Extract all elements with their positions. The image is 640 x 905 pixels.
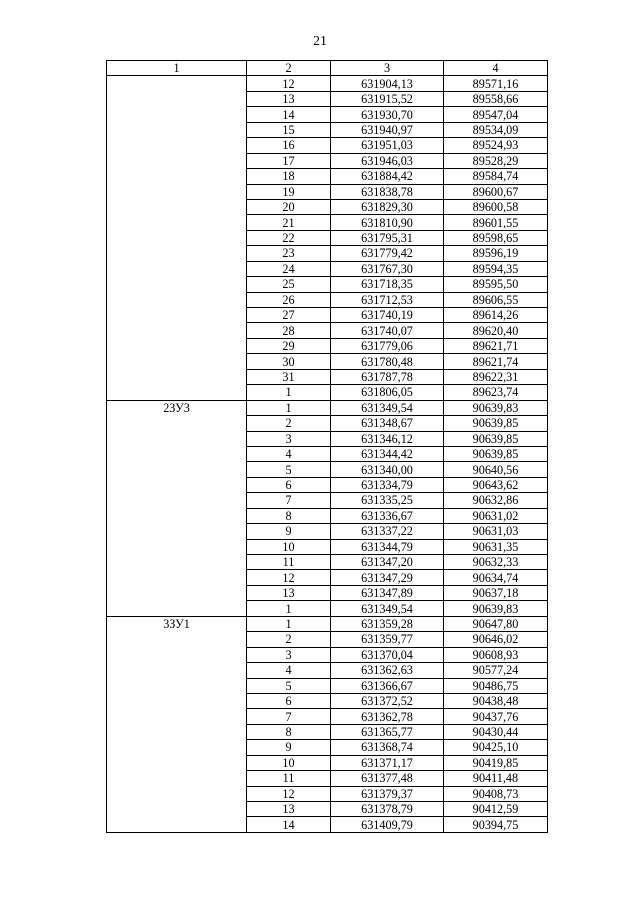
x-coordinate-cell: 631930,70 bbox=[331, 107, 444, 122]
y-coordinate-cell: 89528,29 bbox=[444, 153, 548, 168]
x-coordinate-cell: 631335,25 bbox=[331, 493, 444, 508]
x-coordinate-cell: 631409,79 bbox=[331, 817, 444, 832]
y-coordinate-cell: 90634,74 bbox=[444, 570, 548, 585]
x-coordinate-cell: 631340,00 bbox=[331, 462, 444, 477]
y-coordinate-cell: 89600,58 bbox=[444, 199, 548, 214]
x-coordinate-cell: 631349,54 bbox=[331, 400, 444, 415]
point-number-cell: 31 bbox=[247, 369, 331, 384]
y-coordinate-cell: 89524,93 bbox=[444, 138, 548, 153]
x-coordinate-cell: 631795,31 bbox=[331, 230, 444, 245]
point-number-cell: 21 bbox=[247, 215, 331, 230]
y-coordinate-cell: 89621,74 bbox=[444, 354, 548, 369]
point-number-cell: 13 bbox=[247, 91, 331, 106]
coordinates-table bbox=[106, 60, 548, 833]
x-coordinate-cell: 631740,07 bbox=[331, 323, 444, 338]
group-label-cell bbox=[107, 400, 247, 616]
x-coordinate-cell: 631344,79 bbox=[331, 539, 444, 554]
x-coordinate-cell: 631884,42 bbox=[331, 169, 444, 184]
point-number-cell: 27 bbox=[247, 308, 331, 323]
y-coordinate-cell: 90412,59 bbox=[444, 802, 548, 817]
y-coordinate-cell: 90419,85 bbox=[444, 755, 548, 770]
y-coordinate-cell: 89595,50 bbox=[444, 277, 548, 292]
point-number-cell: 4 bbox=[247, 663, 331, 678]
group-label-cell bbox=[107, 76, 247, 400]
y-coordinate-cell: 89621,71 bbox=[444, 338, 548, 353]
point-number-cell: 28 bbox=[247, 323, 331, 338]
point-number-cell: 11 bbox=[247, 771, 331, 786]
x-coordinate-cell: 631779,42 bbox=[331, 246, 444, 261]
point-number-cell: 22 bbox=[247, 230, 331, 245]
point-number-cell: 11 bbox=[247, 555, 331, 570]
x-coordinate-cell: 631359,77 bbox=[331, 632, 444, 647]
point-number-cell: 7 bbox=[247, 709, 331, 724]
point-number-cell: 8 bbox=[247, 724, 331, 739]
point-number-cell: 1 bbox=[247, 616, 331, 631]
y-coordinate-cell: 90640,56 bbox=[444, 462, 548, 477]
table-body bbox=[107, 76, 548, 832]
y-coordinate-cell: 90639,83 bbox=[444, 400, 548, 415]
table-row bbox=[107, 76, 548, 91]
x-coordinate-cell: 631810,90 bbox=[331, 215, 444, 230]
y-coordinate-cell: 89622,31 bbox=[444, 369, 548, 384]
header-col-3: 3 bbox=[331, 61, 444, 76]
point-number-cell: 10 bbox=[247, 539, 331, 554]
x-coordinate-cell: 631915,52 bbox=[331, 91, 444, 106]
point-number-cell: 5 bbox=[247, 462, 331, 477]
group-label-cell bbox=[107, 616, 247, 832]
y-coordinate-cell: 89601,55 bbox=[444, 215, 548, 230]
x-coordinate-cell: 631946,03 bbox=[331, 153, 444, 168]
point-number-cell: 24 bbox=[247, 261, 331, 276]
group-label: 3ЗУ1 bbox=[163, 616, 190, 631]
y-coordinate-cell: 90408,73 bbox=[444, 786, 548, 801]
x-coordinate-cell: 631366,67 bbox=[331, 678, 444, 693]
x-coordinate-cell: 631344,42 bbox=[331, 446, 444, 461]
y-coordinate-cell: 90647,80 bbox=[444, 616, 548, 631]
y-coordinate-cell: 90639,83 bbox=[444, 601, 548, 616]
x-coordinate-cell: 631362,63 bbox=[331, 663, 444, 678]
x-coordinate-cell: 631359,28 bbox=[331, 616, 444, 631]
x-coordinate-cell: 631365,77 bbox=[331, 724, 444, 739]
point-number-cell: 23 bbox=[247, 246, 331, 261]
y-coordinate-cell: 90639,85 bbox=[444, 416, 548, 431]
x-coordinate-cell: 631767,30 bbox=[331, 261, 444, 276]
y-coordinate-cell: 89571,16 bbox=[444, 76, 548, 91]
y-coordinate-cell: 90577,24 bbox=[444, 663, 548, 678]
y-coordinate-cell: 90646,02 bbox=[444, 632, 548, 647]
point-number-cell: 1 bbox=[247, 400, 331, 415]
x-coordinate-cell: 631718,35 bbox=[331, 277, 444, 292]
point-number-cell: 12 bbox=[247, 76, 331, 91]
y-coordinate-cell: 90437,76 bbox=[444, 709, 548, 724]
x-coordinate-cell: 631951,03 bbox=[331, 138, 444, 153]
point-number-cell: 30 bbox=[247, 354, 331, 369]
point-number-cell: 12 bbox=[247, 570, 331, 585]
point-number-cell: 2 bbox=[247, 632, 331, 647]
table-row bbox=[107, 616, 548, 631]
x-coordinate-cell: 631779,06 bbox=[331, 338, 444, 353]
header-row bbox=[107, 61, 548, 76]
point-number-cell: 14 bbox=[247, 817, 331, 832]
y-coordinate-cell: 90637,18 bbox=[444, 585, 548, 600]
point-number-cell: 15 bbox=[247, 122, 331, 137]
y-coordinate-cell: 89600,67 bbox=[444, 184, 548, 199]
x-coordinate-cell: 631347,29 bbox=[331, 570, 444, 585]
y-coordinate-cell: 90631,02 bbox=[444, 508, 548, 523]
x-coordinate-cell: 631348,67 bbox=[331, 416, 444, 431]
y-coordinate-cell: 90643,62 bbox=[444, 477, 548, 492]
x-coordinate-cell: 631347,20 bbox=[331, 555, 444, 570]
x-coordinate-cell: 631904,13 bbox=[331, 76, 444, 91]
x-coordinate-cell: 631334,79 bbox=[331, 477, 444, 492]
header-col-2: 2 bbox=[247, 61, 331, 76]
x-coordinate-cell: 631377,48 bbox=[331, 771, 444, 786]
point-number-cell: 3 bbox=[247, 431, 331, 446]
x-coordinate-cell: 631371,17 bbox=[331, 755, 444, 770]
y-coordinate-cell: 90608,93 bbox=[444, 647, 548, 662]
y-coordinate-cell: 89614,26 bbox=[444, 308, 548, 323]
y-coordinate-cell: 89606,55 bbox=[444, 292, 548, 307]
point-number-cell: 19 bbox=[247, 184, 331, 199]
point-number-cell: 9 bbox=[247, 740, 331, 755]
y-coordinate-cell: 90486,75 bbox=[444, 678, 548, 693]
point-number-cell: 13 bbox=[247, 585, 331, 600]
table-row bbox=[107, 400, 548, 415]
y-coordinate-cell: 90639,85 bbox=[444, 446, 548, 461]
x-coordinate-cell: 631372,52 bbox=[331, 693, 444, 708]
y-coordinate-cell: 89596,19 bbox=[444, 246, 548, 261]
y-coordinate-cell: 89623,74 bbox=[444, 385, 548, 400]
x-coordinate-cell: 631362,78 bbox=[331, 709, 444, 724]
y-coordinate-cell: 90639,85 bbox=[444, 431, 548, 446]
y-coordinate-cell: 89534,09 bbox=[444, 122, 548, 137]
point-number-cell: 16 bbox=[247, 138, 331, 153]
x-coordinate-cell: 631349,54 bbox=[331, 601, 444, 616]
x-coordinate-cell: 631806,05 bbox=[331, 385, 444, 400]
point-number-cell: 6 bbox=[247, 477, 331, 492]
point-number-cell: 6 bbox=[247, 693, 331, 708]
header-col-4: 4 bbox=[444, 61, 548, 76]
point-number-cell: 8 bbox=[247, 508, 331, 523]
point-number-cell: 17 bbox=[247, 153, 331, 168]
x-coordinate-cell: 631347,89 bbox=[331, 585, 444, 600]
x-coordinate-cell: 631780,48 bbox=[331, 354, 444, 369]
y-coordinate-cell: 90632,86 bbox=[444, 493, 548, 508]
point-number-cell: 18 bbox=[247, 169, 331, 184]
point-number-cell: 10 bbox=[247, 755, 331, 770]
x-coordinate-cell: 631787,78 bbox=[331, 369, 444, 384]
y-coordinate-cell: 89594,35 bbox=[444, 261, 548, 276]
y-coordinate-cell: 90632,33 bbox=[444, 555, 548, 570]
point-number-cell: 2 bbox=[247, 416, 331, 431]
x-coordinate-cell: 631940,97 bbox=[331, 122, 444, 137]
point-number-cell: 3 bbox=[247, 647, 331, 662]
point-number-cell: 12 bbox=[247, 786, 331, 801]
point-number-cell: 25 bbox=[247, 277, 331, 292]
x-coordinate-cell: 631346,12 bbox=[331, 431, 444, 446]
x-coordinate-cell: 631379,37 bbox=[331, 786, 444, 801]
y-coordinate-cell: 90430,44 bbox=[444, 724, 548, 739]
y-coordinate-cell: 89620,40 bbox=[444, 323, 548, 338]
point-number-cell: 26 bbox=[247, 292, 331, 307]
point-number-cell: 5 bbox=[247, 678, 331, 693]
y-coordinate-cell: 89547,04 bbox=[444, 107, 548, 122]
x-coordinate-cell: 631368,74 bbox=[331, 740, 444, 755]
x-coordinate-cell: 631336,67 bbox=[331, 508, 444, 523]
x-coordinate-cell: 631378,79 bbox=[331, 802, 444, 817]
y-coordinate-cell: 90631,35 bbox=[444, 539, 548, 554]
x-coordinate-cell: 631370,04 bbox=[331, 647, 444, 662]
point-number-cell: 1 bbox=[247, 385, 331, 400]
page-number: 21 bbox=[313, 34, 327, 49]
point-number-cell: 1 bbox=[247, 601, 331, 616]
x-coordinate-cell: 631337,22 bbox=[331, 524, 444, 539]
point-number-cell: 4 bbox=[247, 446, 331, 461]
y-coordinate-cell: 89558,66 bbox=[444, 91, 548, 106]
x-coordinate-cell: 631838,78 bbox=[331, 184, 444, 199]
point-number-cell: 9 bbox=[247, 524, 331, 539]
header-col-1: 1 bbox=[107, 61, 247, 76]
x-coordinate-cell: 631829,30 bbox=[331, 199, 444, 214]
x-coordinate-cell: 631712,53 bbox=[331, 292, 444, 307]
point-number-cell: 7 bbox=[247, 493, 331, 508]
point-number-cell: 14 bbox=[247, 107, 331, 122]
point-number-cell: 20 bbox=[247, 199, 331, 214]
table-header bbox=[107, 61, 548, 76]
y-coordinate-cell: 89584,74 bbox=[444, 169, 548, 184]
y-coordinate-cell: 90411,48 bbox=[444, 771, 548, 786]
y-coordinate-cell: 90425,10 bbox=[444, 740, 548, 755]
y-coordinate-cell: 89598,65 bbox=[444, 230, 548, 245]
point-number-cell: 29 bbox=[247, 338, 331, 353]
y-coordinate-cell: 90631,03 bbox=[444, 524, 548, 539]
x-coordinate-cell: 631740,19 bbox=[331, 308, 444, 323]
y-coordinate-cell: 90394,75 bbox=[444, 817, 548, 832]
group-label: 2ЗУ3 bbox=[163, 400, 190, 415]
y-coordinate-cell: 90438,48 bbox=[444, 693, 548, 708]
point-number-cell: 13 bbox=[247, 802, 331, 817]
